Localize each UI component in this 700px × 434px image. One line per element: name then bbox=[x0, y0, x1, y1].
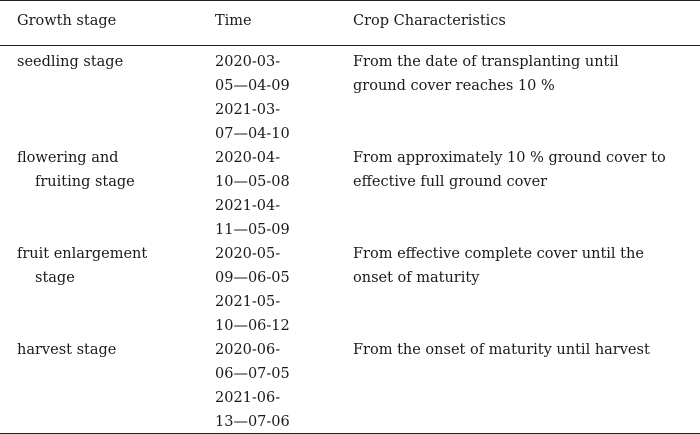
time-line: 2021-06- bbox=[215, 390, 281, 406]
header-time: Time bbox=[215, 13, 252, 29]
stage-cell bbox=[17, 50, 202, 74]
characteristics-cell bbox=[353, 338, 698, 362]
stage-cell bbox=[17, 338, 202, 362]
time-line: 06—07-05 bbox=[215, 366, 290, 382]
stage-name: seedling stage bbox=[17, 54, 124, 70]
stage-name: flowering and bbox=[17, 150, 119, 166]
stage-cell bbox=[17, 146, 202, 194]
characteristics-cell bbox=[353, 50, 698, 98]
time-line: 13—07-06 bbox=[215, 414, 290, 430]
characteristics-text: onset of maturity bbox=[353, 270, 480, 286]
time-cell bbox=[215, 50, 335, 146]
characteristics-text: effective full ground cover bbox=[353, 174, 548, 190]
time-line: 10—05-08 bbox=[215, 174, 290, 190]
stage-name-continued: fruiting stage bbox=[35, 174, 135, 190]
time-line: 07—04-10 bbox=[215, 126, 290, 142]
characteristics-cell bbox=[353, 146, 698, 194]
time-cell bbox=[215, 146, 335, 242]
table-header-rule bbox=[0, 45, 700, 46]
characteristics-text: From approximately 10 % ground cover to bbox=[353, 150, 666, 166]
header-growth-stage: Growth stage bbox=[17, 13, 117, 29]
stage-name: fruit enlargement bbox=[17, 246, 148, 262]
time-line: 2021-04- bbox=[215, 198, 281, 214]
time-line: 09—06-05 bbox=[215, 270, 290, 286]
time-line: 2020-03- bbox=[215, 54, 281, 70]
time-line: 05—04-09 bbox=[215, 78, 290, 94]
characteristics-text: ground cover reaches 10 % bbox=[353, 78, 555, 94]
time-line: 2020-05- bbox=[215, 246, 281, 262]
time-line: 2021-05- bbox=[215, 294, 281, 310]
characteristics-text: From the date of transplanting until bbox=[353, 54, 619, 70]
time-cell bbox=[215, 338, 335, 434]
stage-cell bbox=[17, 242, 202, 290]
time-line: 2020-06- bbox=[215, 342, 281, 358]
characteristics-text: From the onset of maturity until harvest bbox=[353, 342, 650, 358]
table-top-rule bbox=[0, 0, 700, 1]
time-cell bbox=[215, 242, 335, 338]
characteristics-cell bbox=[353, 242, 698, 290]
time-line: 2021-03- bbox=[215, 102, 281, 118]
time-line: 2020-04- bbox=[215, 150, 281, 166]
time-line: 11—05-09 bbox=[215, 222, 290, 238]
characteristics-text: From effective complete cover until the bbox=[353, 246, 644, 262]
stage-name-continued: stage bbox=[35, 270, 75, 286]
stage-name: harvest stage bbox=[17, 342, 117, 358]
header-crop-characteristics: Crop Characteristics bbox=[353, 13, 506, 29]
time-line: 10—06-12 bbox=[215, 318, 290, 334]
